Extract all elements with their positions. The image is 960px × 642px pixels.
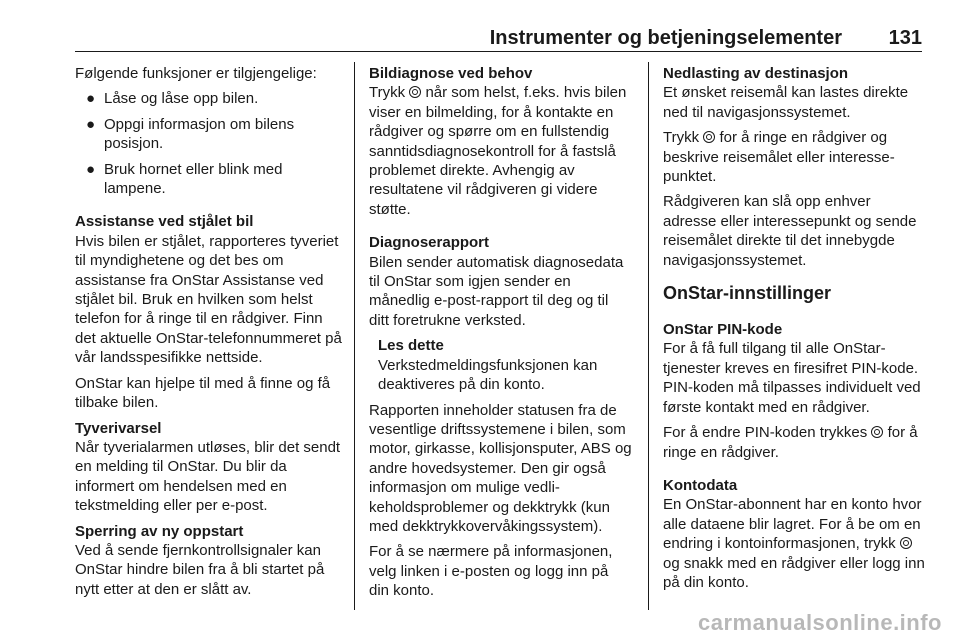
restart-block-heading: Sperring av ny oppstart [75,522,244,540]
report-text: Bilen sender automatisk diagnosedata til OnStar som igjen sender en månedlig e-post-rapport til deg og til ditt foretrukne verksted. [369,253,624,329]
diagnosis-text: Trykk når som helst, f.eks. hvis bilen viser en bilmelding, for å kontakte en rådgiver og spørre om en fullstendig sanntidsdiagnosekontroll for å fastslå problemet direkte. Avhengig av resultatene vil rådgiveren gi videre støtte. [369,84,627,218]
stolen-vehicle-heading: Assistanse ved stjålet bil [75,213,254,231]
feature-list [75,89,343,198]
bullet-icon: ● [86,115,96,133]
bullet-icon: ● [86,160,96,178]
settings-section-title: OnStar-innstillinger [663,283,832,304]
report-text-3: For å se nærmere på informasjonen, velg linken i e-posten og logg inn på din konto. [369,543,613,600]
page-header [0,0,960,52]
column-divider-2 [648,62,649,610]
pin-text: For å få full tilgang til alle OnStar-tjenester kreves en firesifret PIN-kode. PIN-koden må tilpasses individuelt ved første kontakt med en rådgiver. [663,340,921,416]
onstar-button-icon [409,86,421,98]
destination-text: Et ønsket reisemål kan lastes direkte ned til navigasjonssystemet. [663,84,909,121]
column-divider-1 [354,62,355,610]
report-heading: Diagnoserapport [369,234,490,252]
note-title: Les dette [378,337,444,355]
page-title: Instrumenter og betjeningselementer [489,27,842,49]
theft-alarm-text: Når tyverialarmen utløses, blir det sendt en melding til OnStar. Du blir da informert om hendelsen med en tekstmelding eller per e-post. [75,438,341,515]
pin-heading: OnStar PIN-kode [663,321,783,339]
bullet-icon: ● [86,90,96,108]
pin-text-2: For å endre PIN-koden trykkes for å ringe en rådgiver. [663,424,918,461]
stolen-vehicle-text: Hvis bilen er stjålet, rapporteres tyveriet til myndighetene og det bes om assistanse fra OnStar Assistanse ved stjålet bil. Bruk en hvilken som helst telefon for å ringe til en rådgiver. Finn det aktuelle OnStar-telefonnummeret på vår landsspesifikke nettside. [75,232,342,367]
destination-heading: Nedlasting av destinasjon [663,65,849,82]
onstar-button-icon [703,131,715,143]
account-heading: Kontodata [663,476,738,494]
intro-text: Følgende funksjoner er tilgjengelige: [75,65,317,82]
account-text: En OnStar-abonnent har en konto hvor alle dataene blir lagret. For å be om en endring i kontoinformasjonen, trykk og snakk med en rådgiver eller logg inn på din konto. [663,496,925,591]
destination-text-2: Trykk for å ringe en rådgiver og beskrive reisemålet eller interessepunktet. [663,129,895,186]
diagnosis-heading: Bildiagnose ved behov [369,65,533,82]
column-1 [75,64,343,605]
onstar-button-icon [900,537,912,549]
list-item: ● Bruk hornet eller blink med lampene. [86,160,283,198]
note-box [369,336,632,394]
column-3 [663,64,925,598]
column-2 [369,64,632,607]
onstar-button-icon [871,426,883,438]
header-rule [75,51,922,52]
page-number: 131 [888,27,922,49]
list-item: ● Låse og låse opp bilen. [86,90,259,108]
stolen-vehicle-text-2: OnStar kan hjelpe til med å finne og få tilbake bilen. [75,374,331,412]
theft-alarm-heading: Tyverivarsel [75,419,162,437]
note-text: Verkstedmeldingsfunksjonen kan deaktiveres på din konto. [378,356,598,394]
destination-text-3: Rådgiveren kan slå opp enhver adresse eller interessepunkt og sende reisemålet direkte til det innebygde navigasjonssystemet. [663,193,917,269]
report-text-2: Rapporten inneholder statusen fra de vesentlige driftssystemene i bilen, som motor, girkasse, kollisjonsputer, ABS og andre hovedsystemer. Den gir også informasjon om mulige vedlikeholdsproblemer og dekktrykk (kun med dekktrykkovervåkingssystem). [369,401,632,535]
list-item: ● Oppgi informasjon om bilens posisjon. [86,115,295,153]
watermark: carmanualsonline.info [698,610,942,635]
restart-block-text: Ved å sende fjernkontrollsignaler kan OnStar hindre bilen fra å bli startet på nytt etter at den er slått av. [75,541,325,598]
